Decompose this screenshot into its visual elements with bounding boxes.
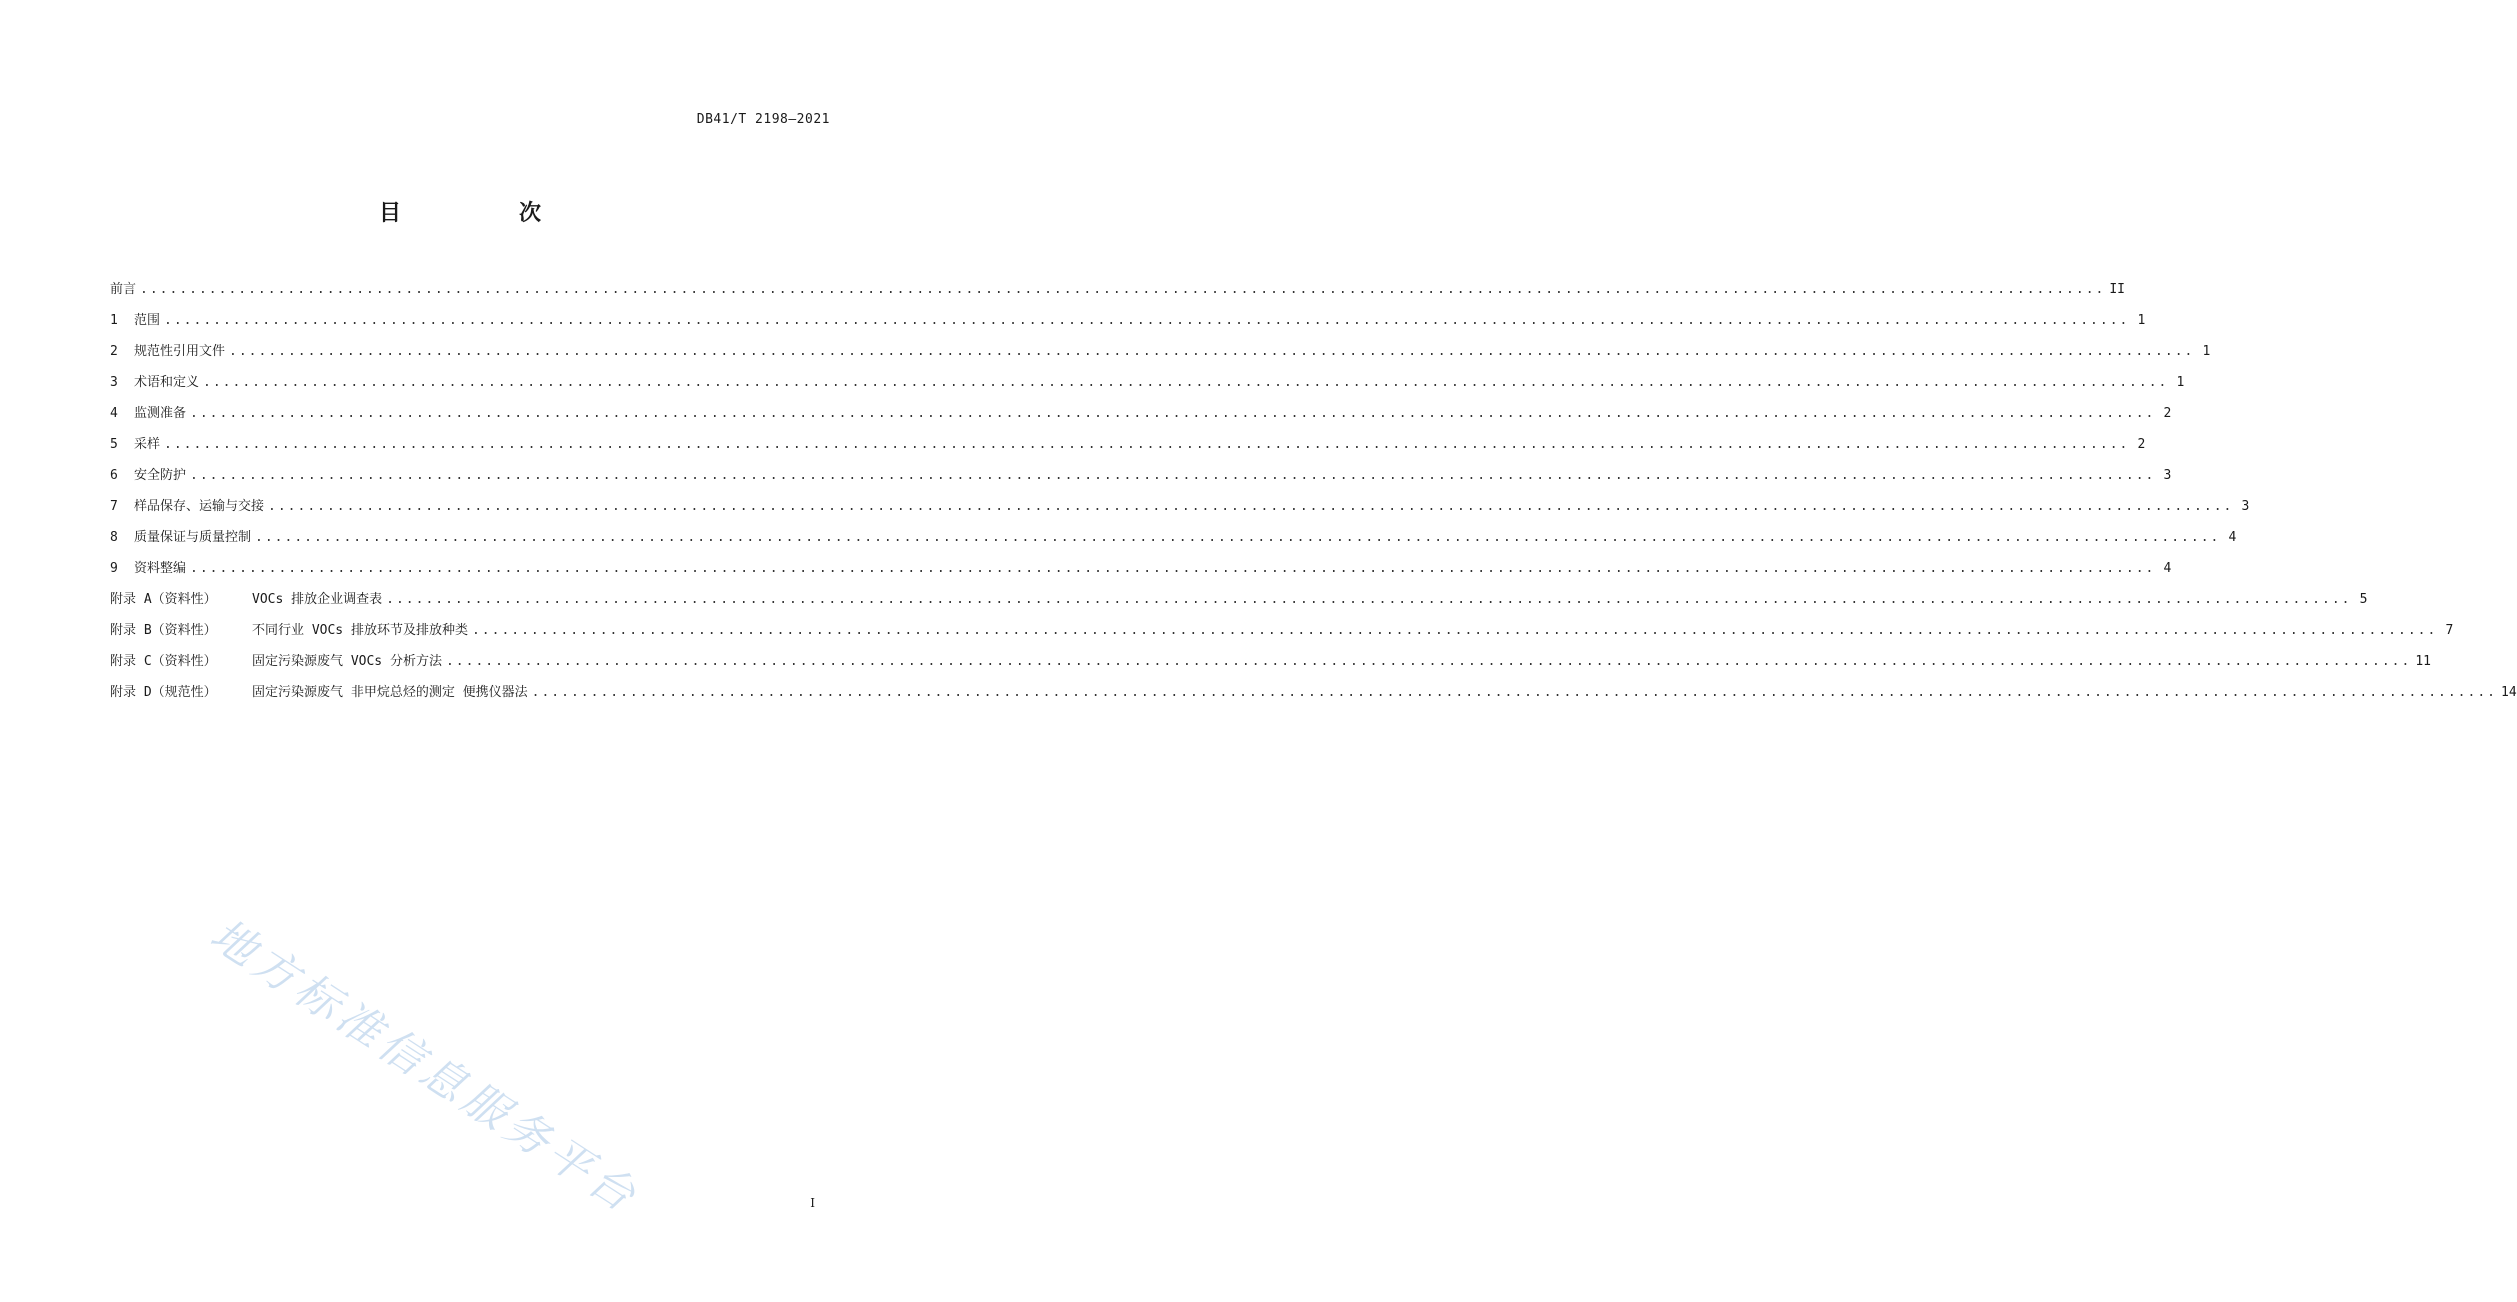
toc-entry[interactable] <box>110 434 2146 465</box>
toc-dot-leader: ........................................................................................................................................................................................................ <box>140 282 2106 297</box>
toc-entry-title: 前言 <box>110 282 137 297</box>
toc-entry-page: 2 <box>2137 437 2146 452</box>
toc-entry-title: 样品保存、运输与交接 <box>134 499 265 514</box>
toc-dot-leader: ........................................................................................................................................................................................................ <box>471 623 2438 638</box>
toc-entry-title: 不同行业 VOCs 排放环节及排放种类 <box>252 623 468 638</box>
toc-entry-title: 安全防护 <box>134 468 187 483</box>
toc-entry-annex-label: 附录 B（资料性） <box>110 623 217 638</box>
toc-entry[interactable] <box>110 558 2172 589</box>
toc-entry-title: VOCs 排放企业调查表 <box>252 592 383 607</box>
toc-entry[interactable] <box>110 310 2146 341</box>
toc-entry-number: 7 <box>110 499 118 514</box>
toc-entry[interactable] <box>110 341 2211 372</box>
table-of-contents <box>110 279 2517 713</box>
toc-entry-annex-label: 附录 A（资料性） <box>110 592 217 607</box>
toc-entry-number: 9 <box>110 561 118 576</box>
toc-entry-number: 6 <box>110 468 118 483</box>
toc-entry-page: 1 <box>2176 375 2185 390</box>
document-code: DB41/T 2198—2021 <box>696 112 830 127</box>
toc-entry[interactable] <box>110 651 2431 682</box>
toc-dot-leader: ........................................................................................................................................................................................................ <box>190 561 2156 576</box>
toc-entry-page: 4 <box>2163 561 2172 576</box>
toc-dot-leader: ........................................................................................................................................................................................................ <box>255 530 2221 545</box>
toc-entry[interactable] <box>110 620 2454 651</box>
toc-entry[interactable] <box>110 682 2517 713</box>
toc-title: 目 次 <box>378 201 589 226</box>
toc-dot-leader: ........................................................................................................................................................................................................ <box>190 468 2156 483</box>
toc-entry-title: 规范性引用文件 <box>134 344 226 359</box>
toc-entry[interactable] <box>110 279 2126 310</box>
toc-entry[interactable] <box>110 403 2172 434</box>
toc-entry-number: 1 <box>110 313 118 328</box>
toc-entry-number: 4 <box>110 406 118 421</box>
toc-entry-page: 7 <box>2445 623 2454 638</box>
toc-entry[interactable] <box>110 465 2172 496</box>
toc-dot-leader: ........................................................................................................................................................................................................ <box>203 375 2169 390</box>
toc-entry-title: 质量保证与质量控制 <box>134 530 252 545</box>
toc-entry-title: 术语和定义 <box>134 375 200 390</box>
toc-entry[interactable] <box>110 372 2185 403</box>
toc-dot-leader: ........................................................................................................................................................................................................ <box>268 499 2234 514</box>
watermark: 地方标准信息服务平台 <box>201 909 649 1225</box>
toc-entry-page: 11 <box>2415 654 2431 669</box>
page-number: I <box>810 1196 815 1210</box>
toc-entry[interactable] <box>110 589 2368 620</box>
toc-entry-page: 5 <box>2359 592 2368 607</box>
toc-entry-number: 3 <box>110 375 118 390</box>
toc-entry-page: 1 <box>2202 344 2211 359</box>
toc-entry-page: 4 <box>2228 530 2237 545</box>
toc-entry[interactable] <box>110 496 2250 527</box>
toc-entry-annex-label: 附录 C（资料性） <box>110 654 217 669</box>
toc-dot-leader: ........................................................................................................................................................................................................ <box>164 313 2130 328</box>
toc-entry-title: 固定污染源废气 VOCs 分析方法 <box>252 654 442 669</box>
toc-entry-page: 1 <box>2137 313 2146 328</box>
toc-entry-page: 14 <box>2501 685 2517 700</box>
toc-entry-title: 监测准备 <box>134 406 187 421</box>
toc-entry-number: 8 <box>110 530 118 545</box>
toc-entry-title: 固定污染源废气 非甲烷总烃的测定 便携仪器法 <box>252 685 528 700</box>
toc-entry-number: 5 <box>110 437 118 452</box>
toc-entry-page: 3 <box>2163 468 2172 483</box>
toc-entry-annex-label: 附录 D（规范性） <box>110 685 217 700</box>
toc-entry-page: II <box>2109 282 2126 297</box>
toc-entry-page: 3 <box>2241 499 2250 514</box>
toc-dot-leader: ........................................................................................................................................................................................................ <box>386 592 2352 607</box>
toc-entry-page: 2 <box>2163 406 2172 421</box>
toc-dot-leader: ........................................................................................................................................................................................................ <box>531 685 2497 700</box>
toc-dot-leader: ........................................................................................................................................................................................................ <box>190 406 2156 421</box>
toc-entry-title: 资料整编 <box>134 561 187 576</box>
toc-entry[interactable] <box>110 527 2237 558</box>
toc-entry-title: 采样 <box>134 437 161 452</box>
toc-dot-leader: ........................................................................................................................................................................................................ <box>229 344 2195 359</box>
toc-entry-title: 范围 <box>134 313 161 328</box>
toc-entry-number: 2 <box>110 344 118 359</box>
toc-dot-leader: ........................................................................................................................................................................................................ <box>445 654 2412 669</box>
toc-dot-leader: ........................................................................................................................................................................................................ <box>164 437 2130 452</box>
